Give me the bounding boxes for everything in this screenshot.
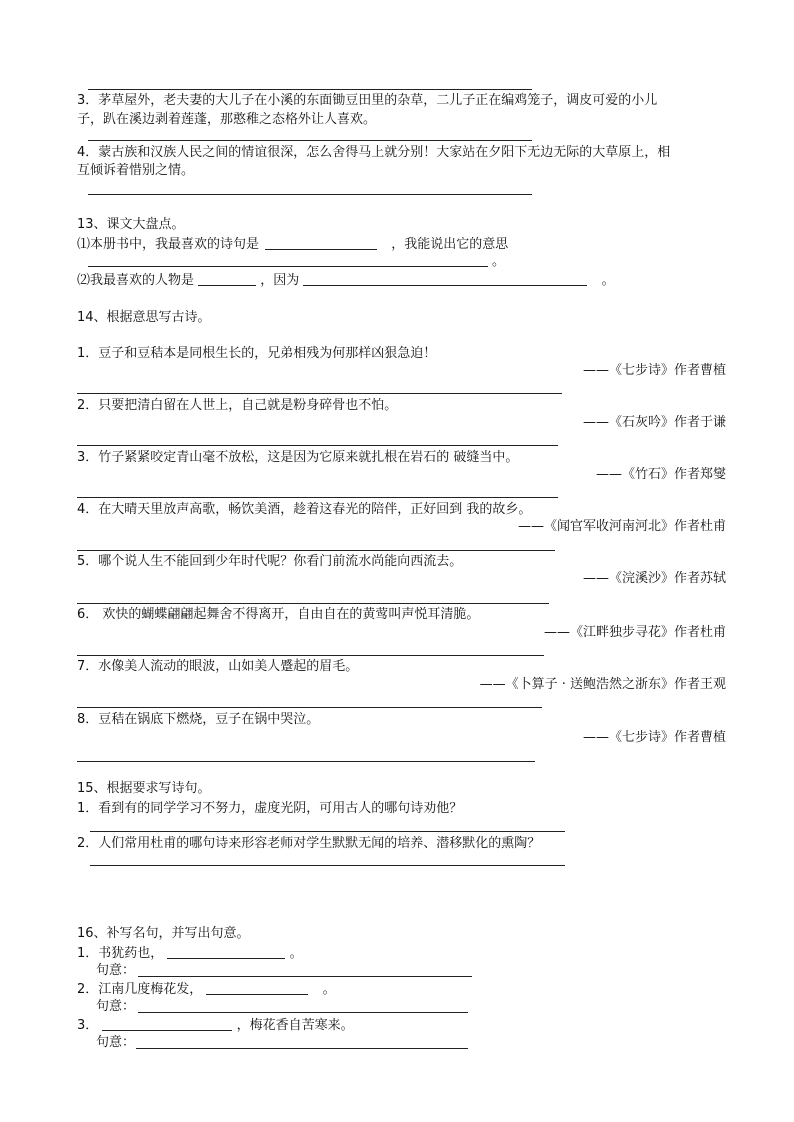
meaning-answer-line[interactable] xyxy=(138,976,472,977)
section-13-title: 13、课文大盘点。 xyxy=(77,217,185,232)
meaning-label: 句意： xyxy=(96,999,136,1014)
section-16-item-2: 2．江南几度梅花发， 。 xyxy=(77,982,336,997)
answer-line[interactable] xyxy=(77,393,562,394)
line-end-mark: 。 xyxy=(492,254,506,269)
meaning-answer-line[interactable] xyxy=(136,1048,468,1049)
section-13-line1: ⑴本册书中，我最喜欢的诗句是 ，我能说出它的意思 xyxy=(77,237,509,252)
verse-blank[interactable] xyxy=(167,944,285,959)
poem-source-2: ——《石灰吟》作者于谦 xyxy=(582,415,726,430)
answer-line[interactable] xyxy=(88,89,532,90)
poem-prompt-7: 7．水像美人流动的眼波，山如美人蹙起的眉毛。 xyxy=(77,659,359,674)
poem-prompt-4: 4．在大晴天里放声高歌，畅饮美酒，趁着这春光的陪伴，正好回到 我的故乡。 xyxy=(77,502,532,517)
answer-line[interactable] xyxy=(77,707,542,708)
section-16-title: 16、补写名句，并写出句意。 xyxy=(77,926,250,941)
poem-prompt-5: 5．哪个说人生不能回到少年时代呢？你看门前流水尚能向西流去。 xyxy=(77,554,463,569)
verse-blank[interactable] xyxy=(102,1016,232,1031)
poem-source-8: ——《七步诗》作者曹植 xyxy=(582,730,726,745)
question-3-line1: 3．茅草屋外，老夫妻的大儿子在小溪的东面锄豆田里的杂草，二儿子正在编鸡笼子，调皮可爱的小儿 xyxy=(77,93,658,108)
section-16-item-3: 3． ，梅花香自苦寒来。 xyxy=(77,1018,354,1033)
section-15-question-2: 2．人们常用杜甫的哪句诗来形容老师对学生默默无闻的培养、潜移默化的熏陶？ xyxy=(77,836,541,851)
poem-source-1: ——《七步诗》作者曹植 xyxy=(582,363,726,378)
poem-source-6: ——《江畔独步寻花》作者杜甫 xyxy=(543,625,726,640)
poem-prompt-2: 2．只要把清白留在人世上，自己就是粉身碎骨也不怕。 xyxy=(77,398,398,413)
question-4-line1: 4．蒙古族和汉族人民之间的情谊很深，怎么舍得马上就分别！大家站在夕阳下无边无际的大草原上，相 xyxy=(77,145,671,160)
answer-line[interactable] xyxy=(88,194,532,195)
poem-prompt-6: 6． 欢快的蝴蝶翩翩起舞舍不得离开，自由自在的黄莺叫声悦耳清脆。 xyxy=(77,607,480,622)
poem-source-4: ——《闻官军收河南河北》作者杜甫 xyxy=(517,519,726,534)
answer-line[interactable] xyxy=(88,140,532,141)
question-3-line2: 子，趴在溪边剥着莲蓬，那憨稚之态格外让人喜欢。 xyxy=(77,112,377,127)
answer-line[interactable] xyxy=(77,603,549,604)
answer-line[interactable] xyxy=(77,497,558,498)
section-15-title: 15、根据要求写诗句。 xyxy=(77,781,211,796)
answer-line[interactable] xyxy=(77,550,555,551)
poem-prompt-1: 1．豆子和豆秸本是同根生长的，兄弟相残为何那样凶狠急迫！ xyxy=(77,346,437,361)
poem-prompt-8: 8．豆秸在锅底下燃烧，豆子在锅中哭泣。 xyxy=(77,712,320,727)
poem-prompt-3: 3．竹子紧紧咬定青山毫不放松，这是因为它原来就扎根在岩石的 破缝当中。 xyxy=(77,450,519,465)
section-15-question-1: 1．看到有的同学学习不努力，虚度光阴，可用古人的哪句诗劝他？ xyxy=(77,801,463,816)
meaning-label: 句意： xyxy=(96,963,136,978)
meaning-answer-line[interactable] xyxy=(138,1012,468,1013)
meaning-label: 句意： xyxy=(96,1035,136,1050)
poem-source-7: ——《卜算子 · 送鲍浩然之浙东》作者王观 xyxy=(479,677,726,692)
answer-line[interactable] xyxy=(90,831,565,832)
favorite-line-blank[interactable] xyxy=(265,235,377,250)
section-16-item-1: 1．书犹药也， 。 xyxy=(77,946,303,961)
answer-line[interactable] xyxy=(77,655,544,656)
answer-line[interactable] xyxy=(90,865,565,866)
meaning-answer-line[interactable] xyxy=(88,266,488,267)
section-13-line2: ⑵我最喜欢的人物是 ，因为 。 xyxy=(77,273,615,288)
favorite-character-blank[interactable] xyxy=(198,271,256,286)
answer-line[interactable] xyxy=(77,445,558,446)
answer-line[interactable] xyxy=(77,761,535,762)
poem-source-3: ——《竹石》作者郑燮 xyxy=(595,467,726,482)
reason-blank[interactable] xyxy=(303,271,587,286)
verse-blank[interactable] xyxy=(206,980,308,995)
question-4-line2: 互倾诉着惜别之情。 xyxy=(77,163,195,178)
section-14-title: 14、根据意思写古诗。 xyxy=(77,310,211,325)
poem-source-5: ——《浣溪沙》作者苏轼 xyxy=(582,571,726,586)
